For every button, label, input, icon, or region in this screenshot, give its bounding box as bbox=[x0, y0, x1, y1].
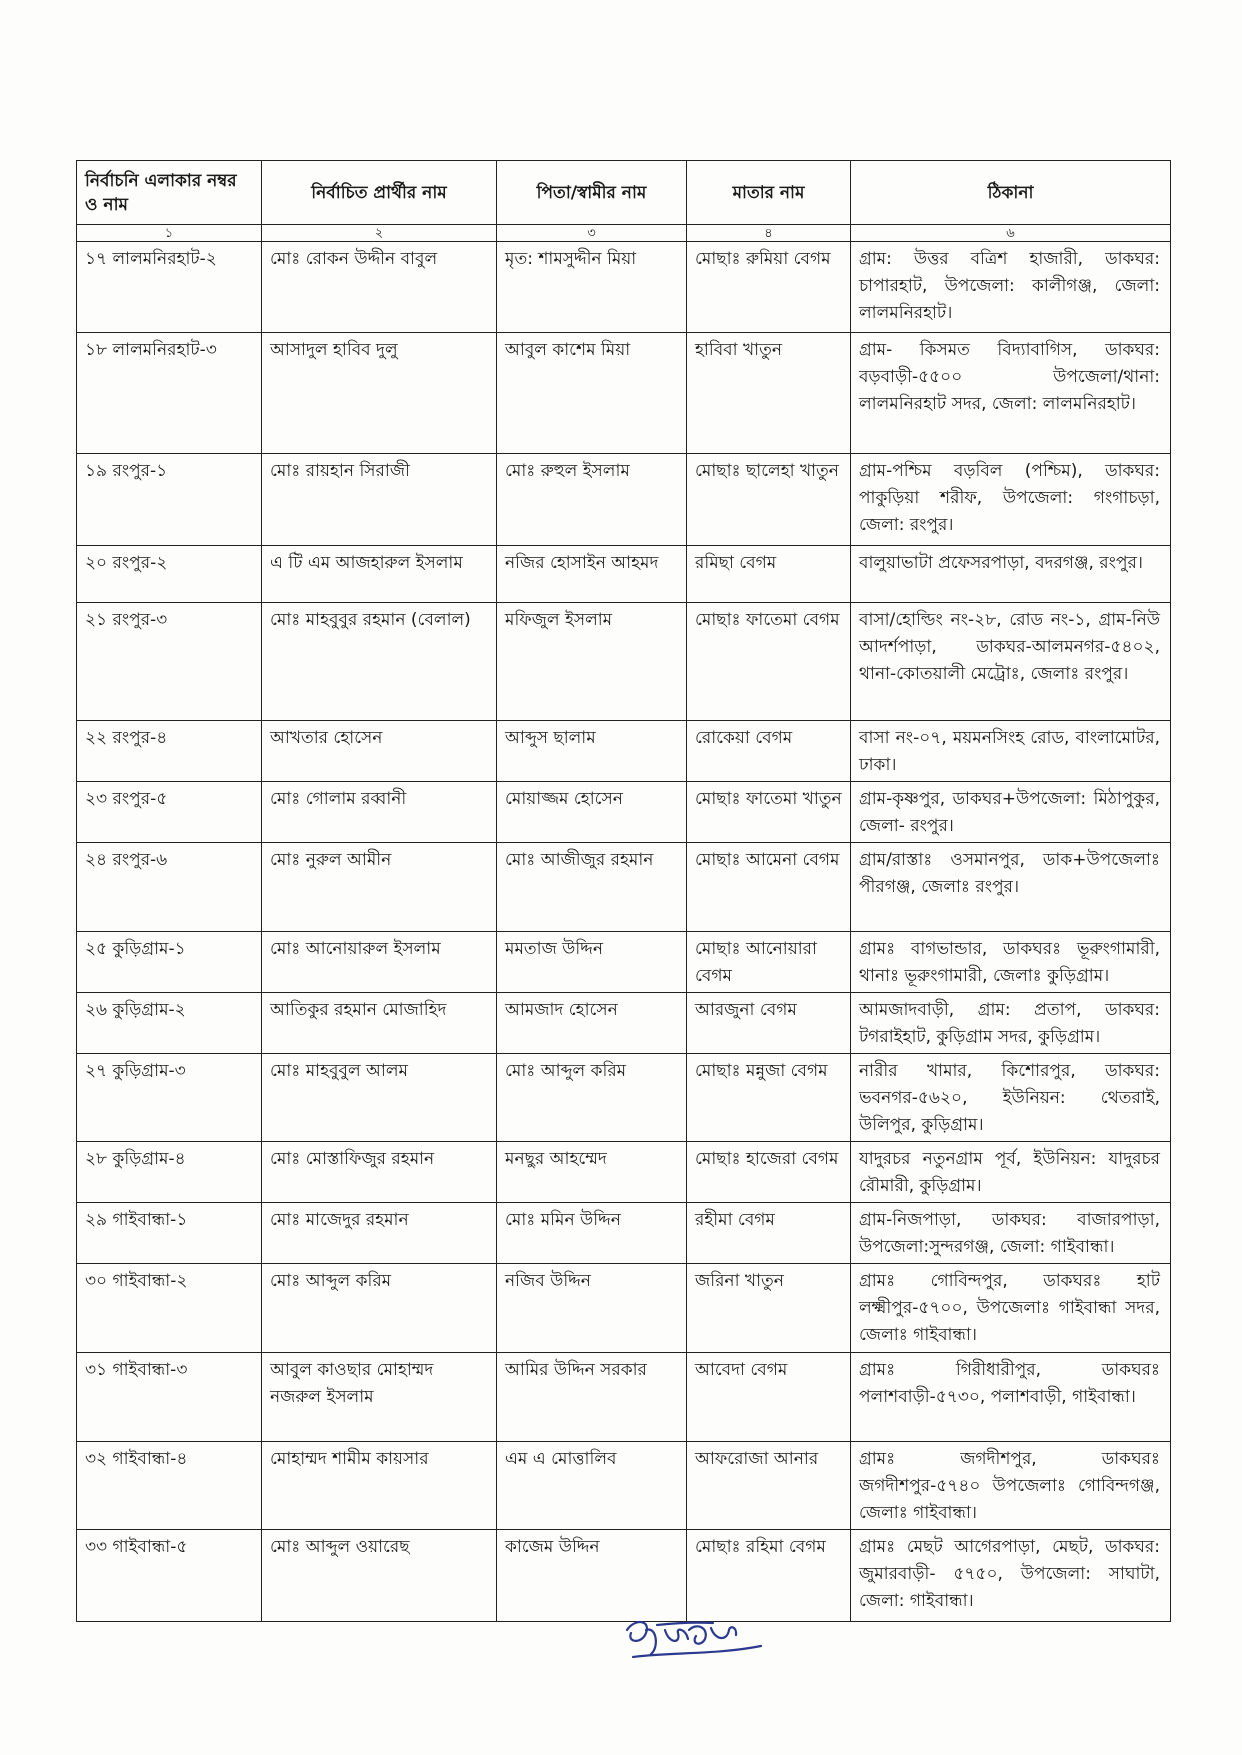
column-number: ৪ bbox=[687, 225, 851, 242]
mother-name-cell-text: মোছাঃ ছালেহা খাতুন bbox=[695, 461, 839, 481]
father-husband-name-cell-text: নজির হোসাইন আহমদ bbox=[505, 553, 659, 573]
candidate-name-cell-text: মোহাম্মদ শামীম কায়সার bbox=[270, 1449, 429, 1469]
candidate-name-cell-text: মোঃ মোস্তাফিজুর রহমান bbox=[270, 1149, 435, 1169]
candidate-name-cell bbox=[262, 1142, 497, 1203]
column-number: ৩ bbox=[497, 225, 687, 242]
header-father-husband bbox=[497, 161, 687, 225]
candidate-name-cell bbox=[262, 782, 497, 843]
candidate-name-cell bbox=[262, 1530, 497, 1622]
constituency-cell-text: ২৭ কুড়িগ্রাম-৩ bbox=[85, 1061, 186, 1081]
mother-name-cell-text: রমিছা বেগম bbox=[695, 553, 777, 573]
constituency-cell-text: ২৯ গাইবান্ধা-১ bbox=[85, 1210, 188, 1230]
address-cell bbox=[851, 932, 1171, 993]
address-cell-text: গ্রামঃ গোবিন্দপুর, ডাকঘরঃ হাট লক্ষ্মীপুর-৫৭০০, উপজেলাঃ গাইবান্ধা সদর, জেলাঃ গাইবান্ধা। bbox=[859, 1271, 1160, 1345]
candidate-name-cell bbox=[262, 1442, 497, 1530]
mother-name-cell-text: মোছাঃ ফাতেমা খাতুন bbox=[695, 789, 842, 809]
constituency-cell-text: ২৬ কুড়িগ্রাম-২ bbox=[85, 1000, 186, 1020]
mother-name-cell bbox=[687, 1442, 851, 1530]
column-number: ১ bbox=[77, 225, 262, 242]
address-cell-text: গ্রামঃ মেছট আগেরপাড়া, মেছট, ডাকঘর: জুমারবাড়ী- ৫৭৫০, উপজেলা: সাঘাটা, জেলা: গাইবান্ধা। bbox=[859, 1537, 1160, 1611]
address-cell bbox=[851, 603, 1171, 721]
column-number: ২ bbox=[262, 225, 497, 242]
address-cell-text: গ্রাম/রাস্তাঃ ওসমানপুর, ডাক+উপজেলাঃ পীরগঞ্জ, জেলাঃ রংপুর। bbox=[859, 850, 1160, 897]
candidate-name-cell bbox=[262, 1054, 497, 1142]
constituency-cell-text: ৩১ গাইবান্ধা-৩ bbox=[85, 1360, 188, 1380]
father-husband-name-cell-text: কাজেম উদ্দিন bbox=[505, 1537, 600, 1557]
father-husband-name-cell-text: মোঃ মমিন উদ্দিন bbox=[505, 1210, 621, 1230]
constituency-cell-text: ২৩ রংপুর-৫ bbox=[85, 789, 168, 809]
address-cell bbox=[851, 721, 1171, 782]
father-husband-name-cell bbox=[497, 782, 687, 843]
candidate-name-cell-text: এ টি এম আজহারুল ইসলাম bbox=[270, 553, 463, 573]
constituency-cell bbox=[77, 242, 262, 333]
constituency-cell bbox=[77, 782, 262, 843]
address-cell-text: নারীর খামার, কিশোরপুর, ডাকঘর: ভবনগর-৫৬২০, ইউনিয়ন: থেতরাই, উলিপুর, কুড়িগ্রাম। bbox=[859, 1061, 1160, 1135]
address-cell bbox=[851, 1353, 1171, 1442]
mother-name-cell bbox=[687, 782, 851, 843]
candidate-name-cell-text: মোঃ আব্দুল করিম bbox=[270, 1271, 392, 1291]
constituency-cell-text: ২৫ কুড়িগ্রাম-১ bbox=[85, 939, 186, 959]
mother-name-cell-text: মোছাঃ ফাতেমা বেগম bbox=[695, 610, 840, 630]
address-cell bbox=[851, 1442, 1171, 1530]
table-row bbox=[77, 333, 1171, 454]
father-husband-name-cell-text: মোঃ আজীজুর রহমান bbox=[505, 850, 654, 870]
candidate-name-cell-text: মোঃ আব্দুল ওয়ারেছ bbox=[270, 1537, 410, 1557]
address-cell-text: আমজাদবাড়ী, গ্রাম: প্রতাপ, ডাকঘর: টগরাইহাট, কুড়িগ্রাম সদর, কুড়িগ্রাম। bbox=[859, 1000, 1160, 1047]
mother-name-cell-text: মোছাঃ রহিমা বেগম bbox=[695, 1537, 826, 1557]
address-cell-text: যাদুরচর নতুনগ্রাম পূর্ব, ইউনিয়ন: যাদুরচর রৌমারী, কুড়িগ্রাম। bbox=[859, 1149, 1160, 1196]
constituency-cell bbox=[77, 721, 262, 782]
constituency-cell-text: ৩৩ গাইবান্ধা-৫ bbox=[85, 1537, 188, 1557]
constituency-cell-text: ২১ রংপুর-৩ bbox=[85, 610, 168, 630]
constituency-cell bbox=[77, 1442, 262, 1530]
signature-icon bbox=[615, 1608, 765, 1670]
mother-name-cell-text: আবেদা বেগম bbox=[695, 1360, 788, 1380]
father-husband-name-cell bbox=[497, 932, 687, 993]
address-cell-text: গ্রাম-নিজপাড়া, ডাকঘর: বাজারপাড়া, উপজেলা:সুন্দরগঞ্জ, জেলা: গাইবান্ধা। bbox=[859, 1210, 1160, 1257]
mother-name-cell bbox=[687, 546, 851, 603]
candidate-name-cell bbox=[262, 1203, 497, 1264]
father-husband-name-cell-text: আবুল কাশেম মিয়া bbox=[505, 340, 631, 360]
candidate-name-cell bbox=[262, 242, 497, 333]
father-husband-name-cell-text: মনছুর আহম্মেদ bbox=[505, 1149, 607, 1169]
table-row bbox=[77, 242, 1171, 333]
signature-drawing bbox=[615, 1608, 765, 1670]
mother-name-cell bbox=[687, 932, 851, 993]
candidate-name-cell bbox=[262, 333, 497, 454]
mother-name-cell-text: মোছাঃ আমেনা বেগম bbox=[695, 850, 840, 870]
header-mother bbox=[687, 161, 851, 225]
address-cell-text: বাসা নং-০৭, ময়মনসিংহ রোড, বাংলামোটর, ঢাকা। bbox=[859, 728, 1160, 775]
mother-name-cell bbox=[687, 1203, 851, 1264]
table-row bbox=[77, 1264, 1171, 1353]
address-cell-text: গ্রামঃ গিরীধারীপুর, ডাকঘরঃ পলাশবাড়ী-৫৭৩০, পলাশবাড়ী, গাইবান্ধা। bbox=[859, 1360, 1160, 1407]
address-cell-text: বাসা/হোল্ডিং নং-২৮, রোড নং-১, গ্রাম-নিউ আদর্শপাড়া, ডাকঘর-আলমনগর-৫৪০২, থানা-কোতয়ালী মেট্রোঃ, জেলাঃ রংপুর। bbox=[859, 610, 1160, 684]
constituency-cell bbox=[77, 1142, 262, 1203]
address-cell bbox=[851, 242, 1171, 333]
table-row bbox=[77, 603, 1171, 721]
header-address bbox=[851, 161, 1171, 225]
address-cell-text: গ্রাম: উত্তর বত্রিশ হাজারী, ডাকঘর: চাপারহাট, উপজেলা: কালীগঞ্জ, জেলা: লালমনিরহাট। bbox=[859, 249, 1160, 323]
constituency-cell-text: ১৯ রংপুর-১ bbox=[85, 461, 168, 481]
constituency-cell bbox=[77, 603, 262, 721]
mother-name-cell bbox=[687, 1353, 851, 1442]
father-husband-name-cell bbox=[497, 1054, 687, 1142]
constituency-cell bbox=[77, 932, 262, 993]
father-husband-name-cell-text: মোঃ আব্দুল করিম bbox=[505, 1061, 627, 1081]
candidate-name-cell-text: মোঃ রায়হান সিরাজী bbox=[270, 461, 410, 481]
father-husband-name-cell bbox=[497, 721, 687, 782]
candidate-name-cell bbox=[262, 932, 497, 993]
address-cell-text: বালুয়াভাটা প্রফেসরপাড়া, বদরগঞ্জ, রংপুর। bbox=[859, 553, 1143, 573]
father-husband-name-cell bbox=[497, 454, 687, 546]
candidate-name-cell-text: আতিকুর রহমান মোজাহিদ bbox=[270, 1000, 447, 1020]
mother-name-cell-text: আফরোজা আনার bbox=[695, 1449, 819, 1469]
father-husband-name-cell bbox=[497, 242, 687, 333]
father-husband-name-cell bbox=[497, 993, 687, 1054]
father-husband-name-cell bbox=[497, 843, 687, 932]
table-row bbox=[77, 782, 1171, 843]
mother-name-cell-text: মোছাঃ হাজেরা বেগম bbox=[695, 1149, 839, 1169]
constituency-cell-text: ২৮ কুড়িগ্রাম-৪ bbox=[85, 1149, 186, 1169]
address-cell bbox=[851, 1203, 1171, 1264]
constituency-cell bbox=[77, 993, 262, 1054]
column-number: ৬ bbox=[851, 225, 1171, 242]
address-cell bbox=[851, 454, 1171, 546]
candidate-name-cell-text: আবুল কাওছার মোহাম্মদ নজরুল ইসলাম bbox=[270, 1360, 434, 1407]
constituency-cell bbox=[77, 1054, 262, 1142]
table-row bbox=[77, 1353, 1171, 1442]
mother-name-cell bbox=[687, 242, 851, 333]
header-address-label: ঠিকানা bbox=[987, 182, 1034, 203]
table-row bbox=[77, 1203, 1171, 1264]
mother-name-cell bbox=[687, 1142, 851, 1203]
father-husband-name-cell-text: মফিজুল ইসলাম bbox=[505, 610, 613, 630]
header-father-husband-label: পিতা/স্বামীর নাম bbox=[536, 182, 647, 203]
candidate-name-cell-text: মোঃ রোকন উদ্দীন বাবুল bbox=[270, 249, 438, 269]
candidate-name-cell-text: মোঃ আনোয়ারুল ইসলাম bbox=[270, 939, 441, 959]
header-constituency bbox=[77, 161, 262, 225]
address-cell-text: গ্রাম- কিসমত বিদ্যাবাগিস, ডাকঘর: বড়বাড়ী-৫৫০০ উপজেলা/থানা: লালমনিরহাট সদর, জেলা: লালমনিরহাট। bbox=[859, 340, 1160, 414]
header-candidate-label: নির্বাচিত প্রার্থীর নাম bbox=[311, 182, 447, 203]
table-row bbox=[77, 843, 1171, 932]
candidate-name-cell-text: মোঃ মাহবুবুর রহমান (বেলাল) bbox=[270, 610, 471, 630]
father-husband-name-cell-text: এম এ মোত্তালিব bbox=[505, 1449, 617, 1469]
father-husband-name-cell bbox=[497, 1142, 687, 1203]
father-husband-name-cell-text: মোয়াজ্জম হোসেন bbox=[505, 789, 623, 809]
mother-name-cell bbox=[687, 603, 851, 721]
address-cell-text: গ্রাম-কৃষ্ণপুর, ডাকঘর+উপজেলা: মিঠাপুকুর, জেলা- রংপুর। bbox=[859, 789, 1160, 836]
address-cell bbox=[851, 546, 1171, 603]
candidate-name-cell bbox=[262, 993, 497, 1054]
mother-name-cell-text: মোছাঃ রুমিয়া বেগম bbox=[695, 249, 831, 269]
candidate-name-cell bbox=[262, 603, 497, 721]
header-candidate bbox=[262, 161, 497, 225]
elected-candidates-table bbox=[76, 160, 1171, 1622]
mother-name-cell-text: রোকেয়া বেগম bbox=[695, 728, 793, 748]
candidate-name-cell bbox=[262, 1264, 497, 1353]
address-cell bbox=[851, 993, 1171, 1054]
father-husband-name-cell-text: মৃত: শামসুদ্দীন মিয়া bbox=[505, 249, 637, 269]
candidate-name-cell-text: মোঃ নুরুল আমীন bbox=[270, 850, 392, 870]
constituency-cell bbox=[77, 1264, 262, 1353]
mother-name-cell bbox=[687, 993, 851, 1054]
father-husband-name-cell-text: আমির উদ্দিন সরকার bbox=[505, 1360, 647, 1380]
address-cell-text: গ্রামঃ জগদীশপুর, ডাকঘরঃ জগদীশপুর-৫৭৪০ উপজেলাঃ গোবিন্দগঞ্জ, জেলাঃ গাইবান্ধা। bbox=[859, 1449, 1160, 1523]
father-husband-name-cell bbox=[497, 1264, 687, 1353]
father-husband-name-cell bbox=[497, 1442, 687, 1530]
constituency-cell bbox=[77, 1353, 262, 1442]
mother-name-cell bbox=[687, 1054, 851, 1142]
father-husband-name-cell-text: আমজাদ হোসেন bbox=[505, 1000, 618, 1020]
candidate-name-cell-text: মোঃ মাহবুবুল আলম bbox=[270, 1061, 408, 1081]
mother-name-cell bbox=[687, 1264, 851, 1353]
address-cell bbox=[851, 782, 1171, 843]
constituency-cell-text: ৩২ গাইবান্ধা-৪ bbox=[85, 1449, 188, 1469]
header-mother-label: মাতার নাম bbox=[732, 182, 805, 203]
table-row bbox=[77, 546, 1171, 603]
mother-name-cell bbox=[687, 721, 851, 782]
candidate-name-cell-text: আখতার হোসেন bbox=[270, 728, 383, 748]
father-husband-name-cell-text: মমতাজ উদ্দিন bbox=[505, 939, 604, 959]
mother-name-cell bbox=[687, 843, 851, 932]
table-row bbox=[77, 721, 1171, 782]
table-header-row bbox=[77, 161, 1171, 225]
father-husband-name-cell-text: মোঃ রুহুল ইসলাম bbox=[505, 461, 630, 481]
constituency-cell bbox=[77, 843, 262, 932]
candidate-name-cell bbox=[262, 546, 497, 603]
father-husband-name-cell bbox=[497, 1203, 687, 1264]
address-cell-text: গ্রামঃ বাগভান্ডার, ডাকঘরঃ ভূরুংগামারী, থানাঃ ভূরুংগামারী, জেলাঃ কুড়িগ্রাম। bbox=[859, 939, 1160, 986]
address-cell-text: গ্রাম-পশ্চিম বড়বিল (পশ্চিম), ডাকঘর: পাকুড়িয়া শরীফ, উপজেলা: গংগাচড়া, জেলা: রংপুর। bbox=[859, 461, 1160, 535]
candidate-name-cell-text: আসাদুল হাবিব দুলু bbox=[270, 340, 398, 360]
constituency-cell bbox=[77, 454, 262, 546]
candidate-name-cell-text: মোঃ মাজেদুর রহমান bbox=[270, 1210, 409, 1230]
constituency-cell bbox=[77, 546, 262, 603]
table-row bbox=[77, 454, 1171, 546]
father-husband-name-cell bbox=[497, 1353, 687, 1442]
constituency-cell-text: ১৭ লালমনিরহাট-২ bbox=[85, 249, 217, 269]
mother-name-cell bbox=[687, 454, 851, 546]
constituency-cell-text: ২০ রংপুর-২ bbox=[85, 553, 168, 573]
constituency-cell-text: ২২ রংপুর-৪ bbox=[85, 728, 168, 748]
candidate-name-cell bbox=[262, 454, 497, 546]
mother-name-cell bbox=[687, 333, 851, 454]
candidate-name-cell bbox=[262, 843, 497, 932]
address-cell bbox=[851, 843, 1171, 932]
father-husband-name-cell bbox=[497, 546, 687, 603]
address-cell bbox=[851, 1142, 1171, 1203]
address-cell bbox=[851, 1054, 1171, 1142]
father-husband-name-cell bbox=[497, 333, 687, 454]
address-cell bbox=[851, 1530, 1171, 1622]
constituency-cell bbox=[77, 1530, 262, 1622]
mother-name-cell-text: মোছাঃ মন্নুজা বেগম bbox=[695, 1061, 828, 1081]
table-body bbox=[77, 242, 1171, 1622]
candidate-name-cell-text: মোঃ গোলাম রব্বানী bbox=[270, 789, 407, 809]
constituency-cell bbox=[77, 333, 262, 454]
father-husband-name-cell-text: নজিব উদ্দিন bbox=[505, 1271, 591, 1291]
header-constituency-label: নির্বাচনি এলাকার নম্বর ও নাম bbox=[85, 170, 237, 215]
table-row bbox=[77, 993, 1171, 1054]
constituency-cell bbox=[77, 1203, 262, 1264]
address-cell bbox=[851, 1264, 1171, 1353]
table-row bbox=[77, 932, 1171, 993]
candidate-name-cell bbox=[262, 721, 497, 782]
father-husband-name-cell bbox=[497, 603, 687, 721]
constituency-cell-text: ৩০ গাইবান্ধা-২ bbox=[85, 1271, 188, 1291]
mother-name-cell-text: রহীমা বেগম bbox=[695, 1210, 775, 1230]
candidate-name-cell bbox=[262, 1353, 497, 1442]
mother-name-cell-text: হাবিবা খাতুন bbox=[695, 340, 782, 360]
column-number-row bbox=[77, 225, 1171, 242]
table-row bbox=[77, 1142, 1171, 1203]
table-row bbox=[77, 1442, 1171, 1530]
mother-name-cell-text: আরজুনা বেগম bbox=[695, 1000, 797, 1020]
mother-name-cell-text: জরিনা খাতুন bbox=[695, 1271, 784, 1291]
mother-name-cell-text: মোছাঃ আনোয়ারা বেগম bbox=[695, 939, 817, 986]
document-page bbox=[76, 160, 1170, 1622]
constituency-cell-text: ২৪ রংপুর-৬ bbox=[85, 850, 168, 870]
father-husband-name-cell-text: আব্দুস ছালাম bbox=[505, 728, 596, 748]
table-row bbox=[77, 1054, 1171, 1142]
constituency-cell-text: ১৮ লালমনিরহাট-৩ bbox=[85, 340, 217, 360]
address-cell bbox=[851, 333, 1171, 454]
